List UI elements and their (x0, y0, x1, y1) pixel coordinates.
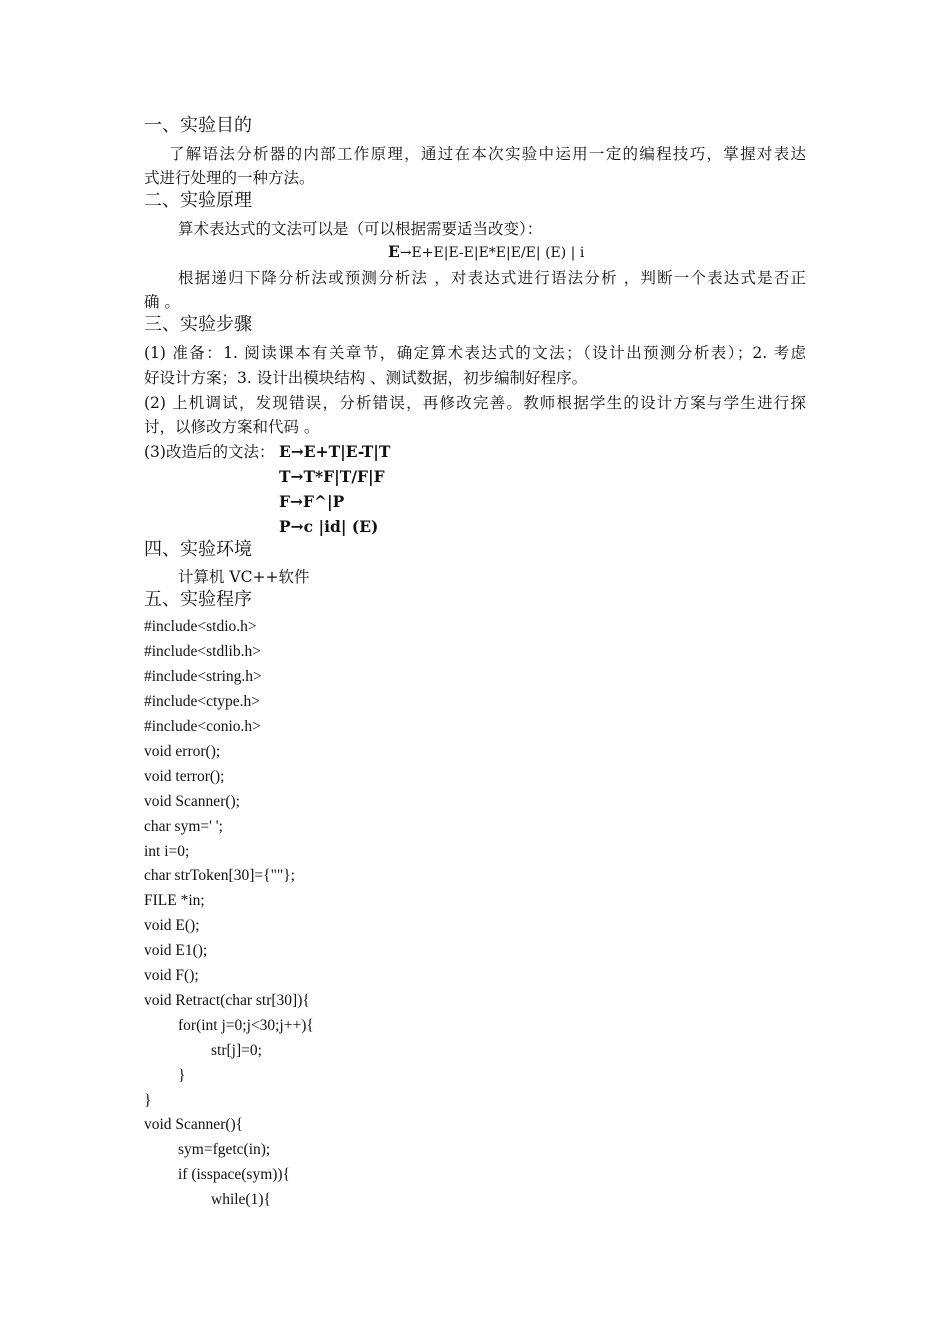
code-line: void E1(); (144, 942, 208, 959)
grammar-rule: E→E+T|E-T|T (279, 442, 391, 461)
code-line: void Scanner(){ (144, 1116, 244, 1133)
section-heading-program: 五、实验程序 (144, 589, 252, 610)
grammar-formula (388, 240, 584, 265)
code-line: sym=fgetc(in); (178, 1141, 271, 1158)
grammar-rule: T→T*F|T/F|F (279, 467, 385, 486)
grammar-rule: F→F^|P (279, 492, 345, 511)
code-line: str[j]=0; (211, 1042, 262, 1059)
grammar-intro: 算术表达式的文法可以是（可以根据需要适当改变）： (178, 220, 543, 238)
code-line: } (178, 1067, 186, 1084)
code-line: void terror(); (144, 768, 225, 785)
code-line: FILE *in; (144, 892, 205, 909)
code-line: char strToken[30]={""}; (144, 867, 295, 884)
code-line: } (144, 1092, 152, 1109)
step-1-line: 好设计方案；3. 设计出模块结构 、测试数据，初步编制好程序。 (144, 369, 588, 387)
grammar-rhs: →E+E|E-E|E*E|E/E| (E) | i (399, 245, 585, 261)
environment-line: 计算机 VC++软件 (178, 568, 310, 586)
paragraph-line: 了解语法分析器的内部工作原理，通过在本次实验中运用一定的编程技巧，掌握对表达 (169, 145, 806, 163)
code-line: #include<stdio.h> (144, 618, 257, 635)
code-line: int i=0; (144, 843, 190, 860)
code-line: void Retract(char str[30]){ (144, 992, 310, 1009)
code-line: #include<string.h> (144, 668, 262, 685)
section-heading-environment: 四、实验环境 (144, 539, 252, 560)
code-line: #include<stdlib.h> (144, 643, 261, 660)
step-1-line: (1) 准备：1. 阅读课本有关章节，确定算术表达式的文法；（设计出预测分析表）；2. 考虑 (144, 344, 806, 362)
code-line: void F(); (144, 967, 199, 984)
code-line: void E(); (144, 917, 200, 934)
grammar-rule: P→c |id| (E) (279, 517, 379, 536)
code-line: #include<conio.h> (144, 718, 261, 735)
section-heading-purpose: 一、实验目的 (144, 115, 252, 136)
code-line: void Scanner(); (144, 793, 240, 810)
code-line: while(1){ (211, 1191, 271, 1208)
section-heading-steps: 三、实验步骤 (144, 314, 252, 335)
code-line: char sym=' '; (144, 818, 223, 835)
code-line: if (isspace(sym)){ (178, 1166, 291, 1183)
code-line: void error(); (144, 743, 221, 760)
code-line: #include<ctype.h> (144, 693, 261, 710)
step-2-line: (2) 上机调试，发现错误，分析错误，再修改完善。教师根据学生的设计方案与学生进行探 (144, 394, 806, 412)
paragraph-line: 根据递归下降分析法或预测分析法 ，对表达式进行语法分析 ，判断一个表达式是否正 (178, 269, 806, 287)
section-heading-principle: 二、实验原理 (144, 190, 252, 211)
step-2-line: 讨，以修改方案和代码 。 (144, 418, 320, 436)
step-3-label: (3)改造后的文法： (144, 443, 275, 461)
grammar-lhs: E (388, 242, 400, 261)
code-line: for(int j=0;j<30;j++){ (178, 1017, 314, 1034)
paragraph-line: 式进行处理的一种方法。 (144, 169, 315, 187)
paragraph-line: 确 。 (144, 293, 180, 311)
